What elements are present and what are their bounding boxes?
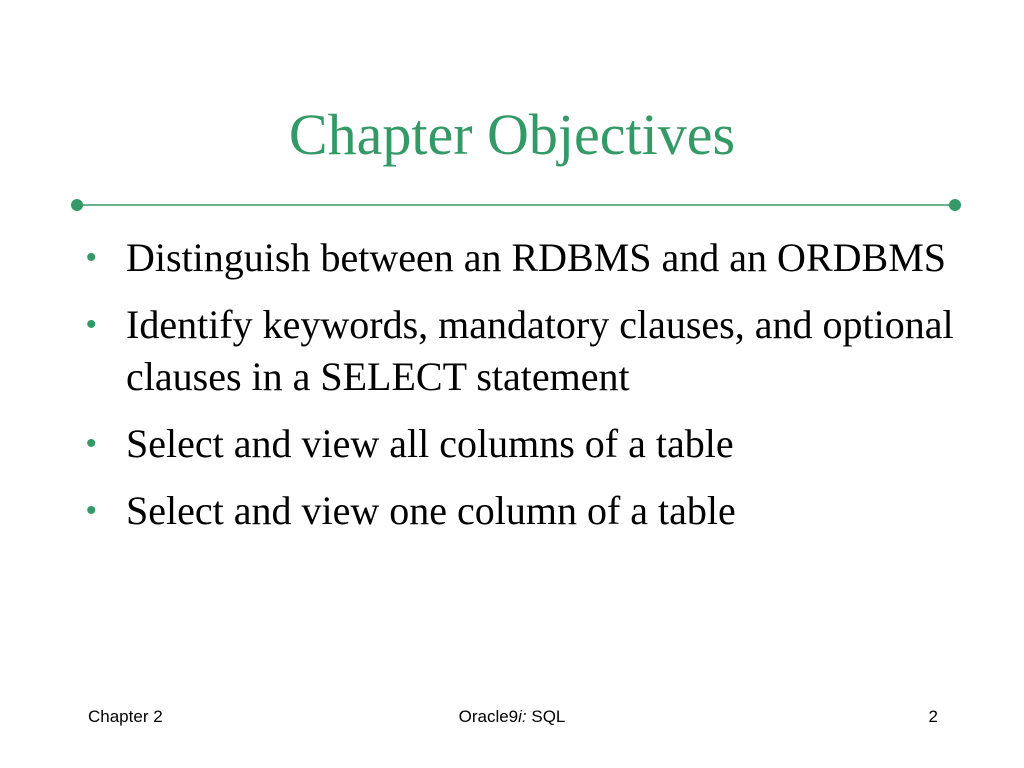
bullet-dot-icon: •: [86, 241, 97, 274]
list-item: [86, 299, 966, 403]
footer-chapter: Chapter 2: [88, 707, 163, 726]
bullet-text: Distinguish between an RDBMS and an ORDBMS: [126, 235, 946, 280]
list-item: [86, 232, 966, 284]
bullet-text: Select and view one column of a table: [126, 488, 736, 533]
footer-course-prefix: Oracle9: [458, 707, 519, 726]
footer-course-italic: i:: [518, 707, 527, 726]
objectives-list: [86, 232, 966, 552]
bullet-text: Select and view all columns of a table: [126, 421, 734, 466]
bullet-text: Identify keywords, mandatory clauses, and optional clauses in a SELECT statement: [126, 302, 954, 399]
divider-right-dot-icon: [949, 199, 961, 211]
bullet-dot-icon: •: [86, 308, 97, 341]
slide-title: Chapter Objectives: [288, 102, 736, 167]
footer-course-suffix: SQL: [526, 707, 566, 726]
divider-left-dot-icon: [71, 199, 83, 211]
list-item: [86, 418, 966, 470]
bullet-dot-icon: •: [86, 494, 97, 527]
list-item: [86, 485, 966, 537]
page-number: 2: [928, 707, 938, 726]
footer-course-title: [0, 707, 1024, 727]
bullet-dot-icon: •: [86, 427, 97, 460]
title-divider: [70, 198, 962, 212]
